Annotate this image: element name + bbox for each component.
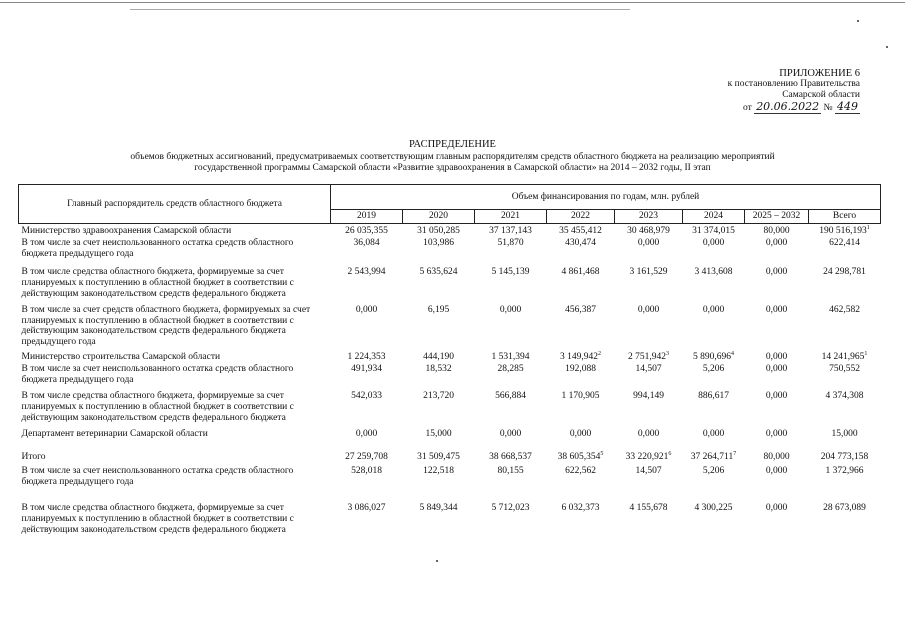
row-label: Министерство строительства Самарской области	[21, 351, 221, 362]
cell-value	[615, 487, 683, 535]
value-text: 5,206	[702, 364, 725, 375]
value-text: 750,552	[829, 364, 860, 375]
value-text: 5,206	[702, 466, 725, 477]
cell-value	[403, 423, 475, 440]
cell-value	[615, 348, 683, 363]
cell-value	[331, 440, 403, 463]
total-header: Всего	[809, 210, 881, 224]
row-label: В том числе за счет неиспользованного остатка средств областного бюджета предыдущего года	[21, 364, 294, 385]
appendix-line: Самарской области	[782, 90, 860, 100]
handwritten-date: 20.06.2022	[756, 100, 820, 113]
value-text: 31 509,475	[417, 451, 460, 462]
table-row	[19, 423, 881, 440]
cell-value	[403, 259, 475, 299]
value-text: 51,870	[497, 238, 524, 249]
value-text: 886,617	[698, 391, 729, 402]
value-text: 26 035,355	[345, 225, 388, 236]
cell-value	[683, 236, 745, 259]
table-row	[19, 236, 881, 259]
cell-value	[809, 236, 881, 259]
cell-value	[475, 385, 547, 423]
value-text: 0,000	[702, 238, 725, 249]
value-text: 4 300,225	[694, 503, 733, 514]
cell-value	[331, 462, 403, 487]
value-text: 3 161,529	[629, 267, 668, 278]
year-header: 2024	[683, 210, 745, 224]
cell-value	[403, 236, 475, 259]
cell-value	[547, 423, 615, 440]
year-header: 2021	[475, 210, 547, 224]
cell-value	[403, 462, 475, 487]
cell-value	[331, 223, 403, 236]
cell-value	[615, 440, 683, 463]
cell-value	[745, 259, 809, 299]
value-text: 0,000	[765, 305, 788, 316]
cell-value	[683, 362, 745, 385]
budget-table	[18, 184, 881, 535]
cell-value	[475, 348, 547, 363]
appendix-title: ПРИЛОЖЕНИЕ 6	[779, 68, 860, 79]
value-text: 1 170,905	[561, 391, 600, 402]
cell-value	[475, 362, 547, 385]
cell-value	[809, 299, 881, 347]
value-text: 190 516,193	[819, 225, 867, 236]
from-label: от	[743, 103, 752, 113]
value-text: 0,000	[637, 238, 660, 249]
row-label: В том числе за счет неиспользованного остатка средств областного бюджета предыдущего года	[21, 466, 294, 487]
value-text: 31 374,015	[692, 225, 735, 236]
cell-value	[403, 487, 475, 535]
number-label: №	[823, 103, 833, 113]
cell-value	[331, 299, 403, 347]
value-text: 4 861,468	[561, 267, 600, 278]
cell-value	[331, 236, 403, 259]
value-text: 30 468,979	[627, 225, 670, 236]
cell-value	[683, 487, 745, 535]
value-text: 192,088	[565, 364, 596, 375]
table-row	[19, 348, 881, 363]
cell-value	[403, 362, 475, 385]
value-text: 5 849,344	[419, 503, 458, 514]
cell-value	[809, 385, 881, 423]
value-text: 5 890,696	[693, 351, 731, 362]
value-text: 3 086,027	[347, 503, 386, 514]
value-text: 2 543,994	[347, 267, 386, 278]
value-text: 18,532	[425, 364, 452, 375]
cell-value	[331, 487, 403, 535]
cell-value	[615, 385, 683, 423]
cell-value	[683, 385, 745, 423]
cell-value	[475, 462, 547, 487]
value-text: 28 673,089	[823, 503, 866, 514]
value-text: 6 032,373	[561, 503, 600, 514]
cell-value	[683, 223, 745, 236]
value-text: 80,000	[763, 451, 790, 462]
cell-value	[809, 362, 881, 385]
footnote-mark: 4	[731, 350, 734, 357]
cell-value	[403, 299, 475, 347]
value-text: 14,507	[635, 466, 662, 477]
table-row	[19, 462, 881, 487]
cell-value	[547, 487, 615, 535]
value-text: 566,884	[495, 391, 526, 402]
value-text: 0,000	[765, 351, 788, 362]
value-text: 103,986	[423, 238, 454, 249]
document-subtitle	[20, 152, 885, 174]
cell-value	[745, 348, 809, 363]
cell-value	[547, 348, 615, 363]
value-text: 0,000	[702, 305, 725, 316]
value-text: 4 155,678	[629, 503, 668, 514]
value-text: 0,000	[702, 429, 725, 440]
cell-value	[331, 362, 403, 385]
scan-edge-line	[130, 9, 630, 10]
cell-value	[683, 423, 745, 440]
subtitle-line: объемов бюджетных ассигнований, предусматриваемых соответствующим главным распорядителям средств областного бюджета на реализацию мероприятий	[130, 152, 775, 162]
value-text: 0,000	[499, 305, 522, 316]
year-header: 2020	[403, 210, 475, 224]
footnote-mark: 3	[666, 350, 669, 357]
footnote-mark: 6	[668, 450, 672, 457]
cell-value	[683, 299, 745, 347]
column-header-main: Главный распорядитель средств областного бюджета	[19, 185, 331, 224]
value-text: 622,562	[565, 466, 596, 477]
value-text: 36,084	[353, 238, 380, 249]
row-label: В том числе средства областного бюджета, формируемые за счет планируемых к поступлению в областной бюджет в соответствии с действующим законодательством средств федерального бюджета	[21, 267, 294, 299]
cell-value	[683, 259, 745, 299]
cell-value	[475, 487, 547, 535]
cell-value	[683, 348, 745, 363]
cell-value	[745, 423, 809, 440]
cell-value	[809, 223, 881, 236]
table-row	[19, 385, 881, 423]
scan-speck	[436, 560, 438, 562]
value-text: 3 413,608	[694, 267, 733, 278]
value-text: 5 145,139	[491, 267, 530, 278]
row-label: Итого	[21, 451, 46, 462]
cell-value	[403, 440, 475, 463]
value-text: 37 264,711	[690, 451, 734, 462]
value-text: 0,000	[637, 429, 660, 440]
value-text: 0,000	[765, 364, 788, 375]
cell-value	[547, 259, 615, 299]
subtitle-line: государственной программы Самарской области «Развитие здравоохранения в Самарской области» на 2014 – 2032 годы, II этап	[194, 163, 711, 173]
value-text: 456,387	[565, 305, 596, 316]
value-text: 80,000	[763, 225, 790, 236]
table-row	[19, 299, 881, 347]
value-text: 15,000	[831, 429, 858, 440]
cell-value	[615, 423, 683, 440]
value-text: 3 149,942	[560, 351, 598, 362]
cell-value	[615, 236, 683, 259]
cell-value	[403, 385, 475, 423]
cell-value	[745, 299, 809, 347]
cell-value	[809, 440, 881, 463]
column-header-group: Объем финансирования по годам, млн. рублей	[331, 185, 881, 210]
value-text: 542,033	[351, 391, 382, 402]
value-text: 0,000	[765, 391, 788, 402]
value-text: 1 531,394	[491, 351, 530, 362]
cell-value	[475, 259, 547, 299]
value-text: 622,414	[829, 238, 860, 249]
row-label: Департамент ветеринарии Самарской области	[21, 429, 208, 440]
value-text: 27 259,708	[345, 451, 388, 462]
scan-speck	[886, 46, 888, 48]
value-text: 5 712,023	[491, 503, 530, 514]
value-text: 213,720	[423, 391, 454, 402]
cell-value	[547, 223, 615, 236]
year-header: 2022	[547, 210, 615, 224]
cell-value	[547, 440, 615, 463]
value-text: 122,518	[423, 466, 454, 477]
value-text: 2 751,942	[628, 351, 666, 362]
cell-value	[745, 440, 809, 463]
row-label: В том числе за счет неиспользованного остатка средств областного бюджета предыдущего года	[21, 238, 294, 259]
value-text: 0,000	[569, 429, 592, 440]
cell-value	[475, 299, 547, 347]
value-text: 24 298,781	[823, 267, 866, 278]
cell-value	[745, 236, 809, 259]
value-text: 0,000	[499, 429, 522, 440]
header-row	[19, 185, 881, 210]
row-label: В том числе средства областного бюджета, формируемые за счет планируемых к поступлению в областной бюджет в соответствии с действующим законодательством средств федерального бюджета	[21, 391, 294, 423]
cell-value	[475, 423, 547, 440]
cell-value	[809, 423, 881, 440]
cell-value	[809, 462, 881, 487]
value-text: 528,018	[351, 466, 382, 477]
cell-value	[331, 423, 403, 440]
row-label: В том числе за счет средств областного бюджета, формируемых за счет планируемых к поступлению в областной бюджет в соответствии с действующим законодательством средств федерального бюджета предыдущего года	[21, 305, 311, 347]
value-text: 0,000	[355, 429, 378, 440]
row-label: В том числе средства областного бюджета, формируемые за счет планируемых к поступлению в областной бюджет в соответствии с действующим законодательством средств федерального бюджета	[21, 503, 294, 535]
table-body	[19, 223, 881, 535]
cell-value	[547, 299, 615, 347]
appendix-date-line	[700, 101, 860, 114]
cell-value	[683, 440, 745, 463]
scan-edge-line	[0, 2, 905, 3]
cell-value	[331, 348, 403, 363]
document-title: РАСПРЕДЕЛЕНИЕ	[409, 139, 496, 150]
cell-value	[475, 223, 547, 236]
value-text: 204 773,158	[820, 451, 869, 462]
footnote-mark: 2	[598, 350, 601, 357]
value-text: 35 455,412	[559, 225, 602, 236]
table-row	[19, 223, 881, 236]
value-text: 5 635,624	[419, 267, 458, 278]
cell-value	[683, 462, 745, 487]
cell-value	[475, 236, 547, 259]
cell-value	[745, 362, 809, 385]
cell-value	[547, 236, 615, 259]
cell-value	[475, 440, 547, 463]
value-text: 1 224,353	[347, 351, 386, 362]
appendix-line: к постановлению Правительства	[727, 79, 860, 89]
row-label: Министерство здравоохранения Самарской области	[21, 225, 232, 236]
value-text: 80,155	[497, 466, 524, 477]
footnote-mark: 1	[864, 350, 868, 357]
value-text: 6,195	[427, 305, 450, 316]
cell-value	[809, 259, 881, 299]
cell-value	[745, 385, 809, 423]
cell-value	[331, 385, 403, 423]
table-row	[19, 440, 881, 463]
handwritten-number: 449	[837, 100, 858, 113]
value-text: 0,000	[765, 267, 788, 278]
cell-value	[615, 362, 683, 385]
cell-value	[809, 348, 881, 363]
footnote-mark: 5	[600, 450, 604, 457]
value-text: 491,934	[351, 364, 382, 375]
cell-value	[403, 223, 475, 236]
value-text: 0,000	[637, 305, 660, 316]
footnote-mark: 7	[733, 450, 737, 457]
cell-value	[547, 362, 615, 385]
table-row	[19, 487, 881, 535]
cell-value	[403, 348, 475, 363]
value-text: 0,000	[355, 305, 378, 316]
year-header: 2019	[331, 210, 403, 224]
value-text: 38 668,537	[489, 451, 532, 462]
cell-value	[615, 259, 683, 299]
cell-value	[745, 223, 809, 236]
cell-value	[547, 462, 615, 487]
footnote-mark: 1	[866, 224, 870, 231]
value-text: 1 372,966	[825, 466, 864, 477]
value-text: 444,190	[423, 351, 454, 362]
table-row	[19, 362, 881, 385]
value-text: 37 137,143	[489, 225, 532, 236]
value-text: 28,285	[497, 364, 524, 375]
cell-value	[809, 487, 881, 535]
year-header: 2023	[615, 210, 683, 224]
value-text: 38 605,354	[557, 451, 601, 462]
value-text: 0,000	[765, 238, 788, 249]
value-text: 0,000	[765, 429, 788, 440]
cell-value	[745, 487, 809, 535]
cell-value	[547, 385, 615, 423]
year-header: 2025 – 2032	[745, 210, 809, 224]
cell-value	[745, 462, 809, 487]
value-text: 430,474	[565, 238, 596, 249]
table-row	[19, 259, 881, 299]
value-text: 0,000	[765, 466, 788, 477]
scan-speck	[857, 20, 859, 22]
value-text: 33 220,921	[625, 451, 669, 462]
value-text: 4 374,308	[825, 391, 864, 402]
cell-value	[615, 299, 683, 347]
cell-value	[615, 223, 683, 236]
value-text: 994,149	[633, 391, 664, 402]
cell-value	[615, 462, 683, 487]
cell-value	[331, 259, 403, 299]
value-text: 14,507	[635, 364, 662, 375]
value-text: 15,000	[425, 429, 452, 440]
appendix-block	[700, 68, 860, 114]
value-text: 31 050,285	[417, 225, 460, 236]
value-text: 0,000	[765, 503, 788, 514]
value-text: 14 241,965	[821, 351, 865, 362]
value-text: 462,582	[829, 305, 860, 316]
